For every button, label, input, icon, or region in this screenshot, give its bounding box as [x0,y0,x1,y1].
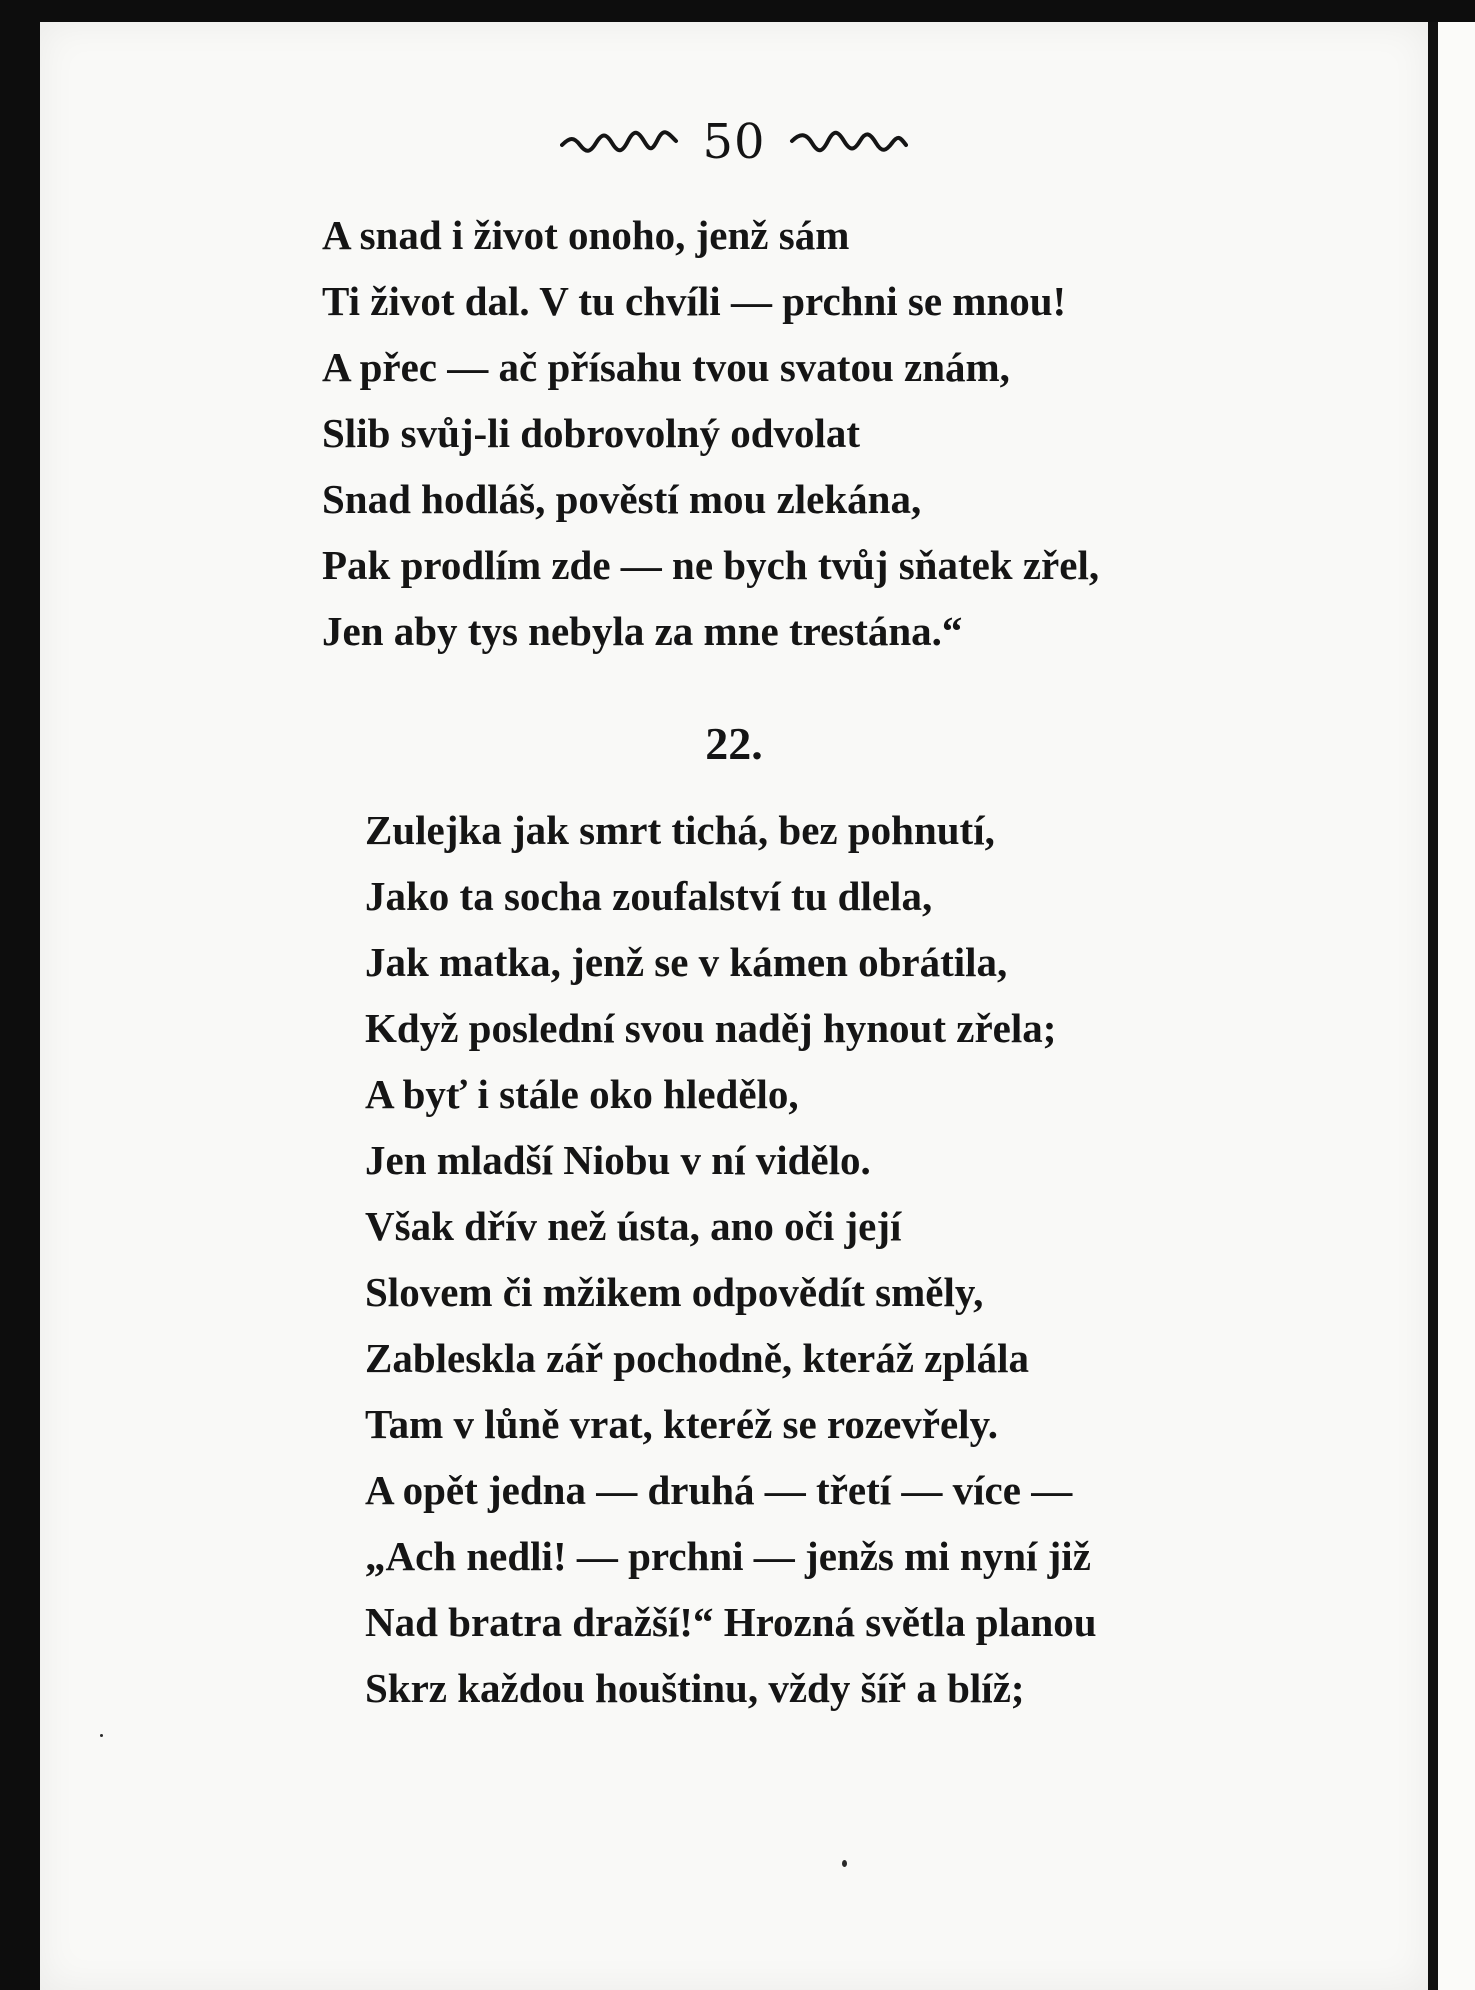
verse-line: „Ach nedli! — prchni — jenžs mi nyní již [365,1533,1091,1579]
book-page [40,22,1428,1990]
verse-line: Však dřív než ústa, ano oči její [365,1203,902,1249]
verse-line: Jako ta socha zoufalství tu dlela, [365,873,933,919]
verse-line: Jen mladší Niobu v ní vidělo. [365,1137,871,1183]
verse-line: Když poslední svou naděj hynout zřela; [365,1005,1057,1051]
verse-line: Pak prodlím zde — ne bych tvůj sňatek zřel, [322,542,1100,588]
verse-line: A opět jedna — druhá — třetí — více — [365,1467,1073,1513]
section-number: 22. [705,718,763,769]
page-header [40,112,1428,172]
verse-line: Zulejka jak smrt tichá, bez pohnutí, [365,807,995,853]
wavy-flourish-icon [788,127,908,157]
verse-line: Snad hodláš, pověstí mou zlekána, [322,476,922,522]
verse-line: Nad bratra dražší!“ Hrozná světla planou [365,1599,1097,1645]
verse-line: A přec — ač přísahu tvou svatou znám, [322,344,1010,390]
verse-line: A snad i život onoho, jenž sám [322,212,850,258]
verse-line: Slovem či mžikem odpovědít směly, [365,1269,984,1315]
ink-speck [842,1860,847,1867]
page-number: 50 [702,114,766,170]
ink-speck [100,1734,103,1737]
verse-line: Zableskla zář pochodně, kteráž zplála [365,1335,1029,1381]
verse-line: Jak matka, jenž se v kámen obrátila, [365,939,1008,985]
facing-page-edge [1438,22,1475,1990]
verse-line: Skrz každou houštinu, vždy šíř a blíž; [365,1665,1025,1711]
verse-line: Tam v lůně vrat, kteréž se rozevřely. [365,1401,999,1447]
verse-line: A byť i stále oko hledělo, [365,1071,799,1117]
wavy-flourish-icon [560,127,680,157]
verse-line: Ti život dal. V tu chvíli — prchni se mnou! [322,278,1067,324]
section-stanza [365,797,1097,1721]
previous-stanza [322,202,1099,664]
page-gutter-shadow [1428,22,1438,1990]
verse-line: Slib svůj-li dobrovolný odvolat [322,410,861,456]
verse-line: Jen aby tys nebyla za mne trestána.“ [322,608,963,654]
